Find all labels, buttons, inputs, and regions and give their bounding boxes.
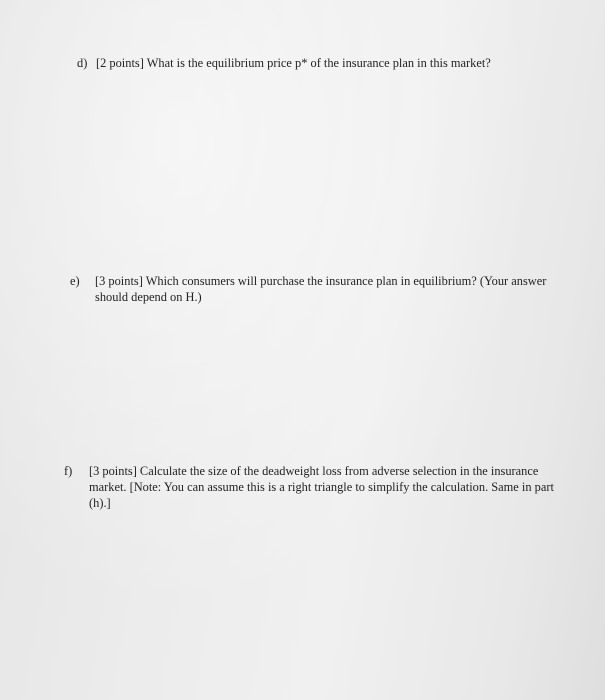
question-e-label: e): [70, 274, 80, 288]
question-d: [77, 55, 577, 71]
question-f-label: f): [64, 464, 73, 478]
question-f: [64, 463, 564, 511]
question-f-text: [3 points] Calculate the size of the deadweight loss from adverse selection in the insurance market. [Note: You can assume this is a right triangle to simplify the calculation. Same in part (h).]: [89, 464, 554, 510]
question-e: [70, 273, 570, 305]
question-e-text: [3 points] Which consumers will purchase the insurance plan in equilibrium? (Your answer should depend on H.): [95, 274, 547, 304]
question-d-text: [2 points] What is the equilibrium price p* of the insurance plan in this market?: [96, 56, 491, 70]
question-d-label: d): [77, 56, 88, 70]
